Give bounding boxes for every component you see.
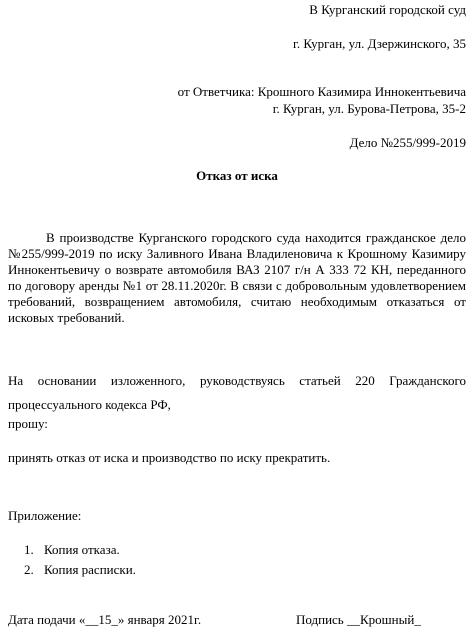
request-label: прошу: [8, 416, 48, 431]
signature: Подпись __Крошный_ [296, 612, 421, 627]
court-address: г. Курган, ул. Дзержинского, 35 [293, 36, 466, 51]
defendant-name: от Ответчика: Крошного Казимира Иннокентьевича [177, 84, 466, 99]
attachment-number: 2. [24, 562, 34, 577]
attachment-number: 1. [24, 542, 34, 557]
request-text: принять отказ от иска и производство по иску прекратить. [8, 450, 331, 465]
submission-date: Дата подачи «__15_» января 2021г. [8, 612, 202, 627]
defendant-address: г. Курган, ул. Бурова-Петрова, 35-2 [272, 101, 466, 116]
attachment-item [24, 542, 120, 558]
court-name: В Курганский городской суд [309, 2, 466, 17]
document-title: Отказ от иска [196, 168, 278, 183]
attachment-item [24, 562, 136, 578]
case-number: Дело №255/999-2019 [349, 135, 466, 150]
attachment-text: Копия расписки. [44, 562, 136, 577]
attachment-text: Копия отказа. [44, 542, 120, 557]
attachments-label: Приложение: [8, 508, 82, 523]
body-paragraph-1: В производстве Курганского городского суда находится гражданское дело №255/999-2019 по иску Заливного Ивана Владиленовича к Крошному Казимиру Иннокентьевичу о возврате автомобиля ВАЗ 2107 г/н А 333 72 КН, переданного по договору аренды №1 от 28.11.2020г. В связи с добровольным удовлетворением требований, возвращением автомобиля, считаю необходимым отказаться от исковых требований. [8, 230, 466, 325]
body-paragraph-2: На основании изложенного, руководствуясь статьей 220 Гражданского процессуального кодекса РФ, [8, 373, 466, 412]
